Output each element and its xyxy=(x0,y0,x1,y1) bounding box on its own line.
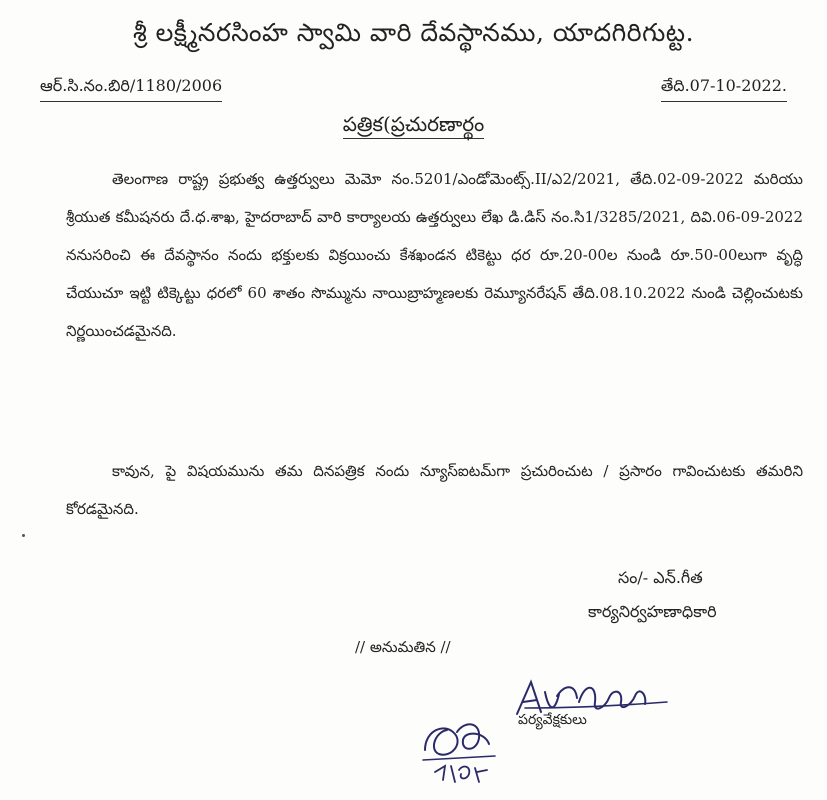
document-date: తేది.07-10-2022. xyxy=(661,76,787,102)
body-paragraph-2: కావున, పై విషయమును తమ దినపత్రిక నందు న్యూస్‌ఐటమ్‌గా ప్రచురించుట / ప్రసారం గావించుటకు తమరిని కోరడమైనది. xyxy=(66,462,803,518)
approval-note: // అనుమతిన // xyxy=(355,638,451,656)
press-release-heading-text: పత్రిక(ప్రచురణార్థం xyxy=(343,112,485,139)
signatory-title: కార్యనిర్వహణాధికారి xyxy=(588,602,717,621)
reference-number: ఆర్.సి.నం.బిరి/1180/2006 xyxy=(40,76,222,102)
stray-mark xyxy=(22,534,25,537)
supervisor-label: పర్యవేక్షకులు xyxy=(518,712,587,728)
handwritten-initials xyxy=(415,710,510,790)
signatory-name: సం/- ఎన్.గీత xyxy=(618,568,703,587)
temple-title: శ్రీ లక్ష్మీనరసింహ స్వామి వారి దేవస్థానము, యాదగిరిగుట్ట. xyxy=(132,18,695,47)
body-paragraph-1: తెలంగాణ రాష్ట్ర ప్రభుత్వ ఉత్తర్వులు మెమో నం.5201/ఎండోమెంట్స్.II/ఎ2/2021, తేది.02-09-2022 మరియు శ్రీయుత కమీషనరు దే.ధ.శాఖ, హైదరాబాద్ వారి కార్యాలయ ఉత్తర్వులు లేఖ డి.డిస్ నం.సి1/3285/2021, దివి.06-09-2022 ననుసరించి ఈ దేవస్థానం నందు భక్తులకు విక్రయించు కేశఖండన టికెట్టు ధర రూ.20-00ల నుండి రూ.50-00లుగా వృద్ధి చేయుచూ ఇట్టి టిక్కెట్టు ధరలో 60 శాతం సొమ్మును నాయిబ్రాహ్మణలకు రెమ్యూనరేషన్ తేది.08.10.2022 నుండి చెల్లించుటకు నిర్ణయించడమైనది. xyxy=(66,170,803,340)
press-release-heading xyxy=(0,112,827,141)
